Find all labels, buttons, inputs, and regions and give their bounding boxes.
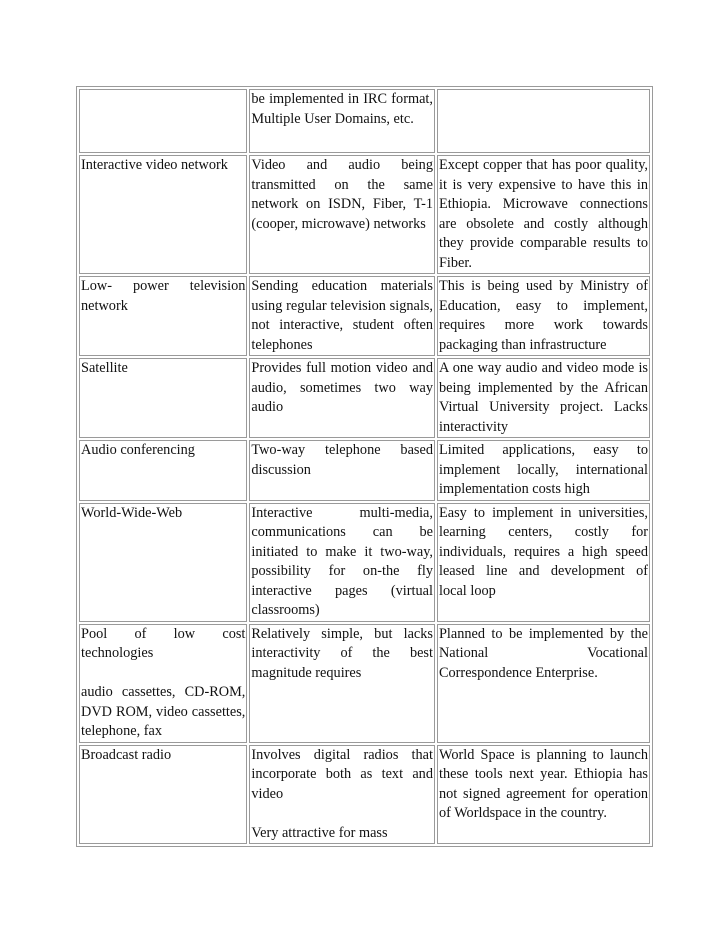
cell-text: Satellite <box>81 360 128 376</box>
table-row <box>79 624 650 743</box>
technology-cell <box>79 440 247 501</box>
cell-text: Interactive multi-media, communications can be initiated to make it two-way, possibility for on-the fly interactive pages (virtual classrooms) <box>251 504 433 618</box>
cell-text: World-Wide-Web <box>81 504 183 521</box>
description-cell <box>249 503 435 622</box>
technology-cell <box>79 89 247 153</box>
cell-text: Broadcast radio <box>81 746 172 763</box>
cell-text: Video and audio being transmitted on the same network on ISDN, Fiber, T-1 (cooper, microwave) networks <box>251 157 433 232</box>
technology-comparison-table <box>76 86 653 847</box>
status-cell <box>437 358 650 438</box>
status-cell <box>437 440 650 501</box>
description-cell <box>249 89 435 153</box>
cell-text: Audio conferencing <box>81 442 195 458</box>
cell-text: Limited applications, easy to implement locally, international implementation costs high <box>438 442 648 497</box>
status-cell <box>437 503 650 622</box>
cell-text: Interactive video network <box>81 157 228 173</box>
table-row <box>79 440 650 501</box>
status-cell <box>437 745 650 844</box>
description-cell <box>249 440 435 501</box>
description-cell <box>249 745 435 844</box>
cell-text: Involves digital radios that incorporate both as text and video <box>251 746 433 802</box>
table-row <box>79 358 650 438</box>
description-cell <box>249 155 435 274</box>
technology-cell <box>79 624 247 743</box>
status-cell <box>437 155 650 274</box>
cell-text: Provides full motion video and audio, sometimes two way audio <box>251 360 433 415</box>
table-row <box>79 155 650 274</box>
cell-text: Two-way telephone based discussion <box>251 442 433 478</box>
technology-cell <box>79 745 247 844</box>
cell-text: Relatively simple, but lacks interactivity of the best magnitude requires <box>251 625 433 681</box>
technology-cell <box>79 155 247 274</box>
description-cell <box>249 624 435 743</box>
description-cell <box>249 358 435 438</box>
cell-text: Pool of low cost technologies <box>81 625 246 661</box>
cell-text: Easy to implement in universities, learning centers, costly for individuals, requires a high speed leased line and development of local loop <box>438 504 648 599</box>
cell-text: Except copper that has poor quality, it is very expensive to have this in Ethiopia. Microwave connections are obsolete and costly although they provide comparable results to Fiber. <box>438 157 648 271</box>
cell-text: Very attractive for mass <box>251 824 388 841</box>
technology-cell <box>79 503 247 622</box>
technology-cell <box>79 276 247 356</box>
cell-text: This is being used by Ministry of Education, easy to implement, requires more work towards packaging than infrastructure <box>438 278 648 353</box>
cell-text: Planned to be implemented by the National Vocational Correspondence Enterprise. <box>438 625 648 681</box>
cell-text: Sending education materials using regular television signals, not interactive, student often telephones <box>251 278 433 353</box>
cell-text: audio cassettes, CD-ROM, DVD ROM, video cassettes, telephone, fax <box>81 684 246 739</box>
table-row <box>79 745 650 844</box>
cell-text: Low- power television network <box>81 278 246 314</box>
status-cell <box>437 276 650 356</box>
cell-text: be implemented in IRC format, Multiple User Domains, etc. <box>251 91 433 127</box>
status-cell <box>437 624 650 743</box>
cell-text: A one way audio and video mode is being implemented by the African Virtual University project. Lacks interactivity <box>438 360 648 435</box>
status-cell <box>437 89 650 153</box>
table-row <box>79 276 650 356</box>
table-row <box>79 503 650 622</box>
technology-cell <box>79 358 247 438</box>
description-cell <box>249 276 435 356</box>
table-row <box>79 89 650 153</box>
cell-text: World Space is planning to launch these tools next year. Ethiopia has not signed agreement for operation of Worldspace in the country. <box>438 746 648 821</box>
